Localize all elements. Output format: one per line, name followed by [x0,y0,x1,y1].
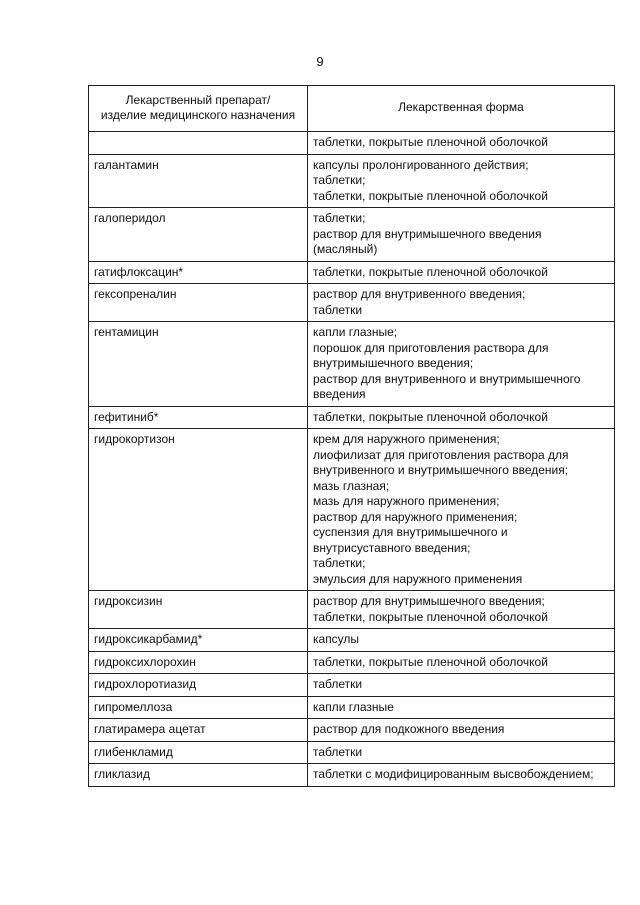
column-header-line: Лекарственная форма [398,100,524,115]
dosage-form-line: мазь для наружного применения; [313,494,500,508]
dosage-form-line: (масляный) [313,242,378,256]
drug-name: глибенкламид [94,744,173,759]
dosage-form-line: таблетки, покрытые пленочной оболочкой [313,654,548,669]
table-row [89,674,615,697]
dosage-form-cell [308,322,615,407]
column-header-form [308,86,615,132]
dosage-form-line: капсулы пролонгированного действия; [313,157,529,172]
drug-name: глатирамера ацетат [94,722,206,736]
dosage-form-line: таблетки [313,677,363,691]
drug-name-cell [89,429,308,591]
dosage-form-line: таблетки, покрытые пленочной оболочкой [313,264,548,279]
dosage-form-cell [308,629,615,652]
dosage-form-line: таблетки; [313,556,366,570]
dosage-form-line: крем для наружного применения; [313,432,500,446]
drug-name: галоперидол [94,211,166,225]
table-header-row [89,86,615,132]
drug-name-cell [89,132,308,155]
drug-name-cell [89,261,308,284]
drug-name: гидроксикарбамид* [94,632,203,646]
dosage-form-cell [308,651,615,674]
drug-name: гефитиниб* [94,409,159,424]
dosage-form-cell [308,696,615,719]
dosage-form-line: суспензия для внутримышечного и [313,525,508,539]
column-header-line: Лекарственный препарат/ [125,92,271,107]
dosage-form-cell [308,591,615,629]
table-row [89,741,615,764]
dosage-form-cell [308,719,615,742]
drug-name-cell [89,154,308,208]
dosage-form-line: лиофилизат для приготовления раствора для [313,447,569,462]
drug-name-cell [89,674,308,697]
dosage-form-line: раствор для подкожного введения [313,722,505,736]
drug-name: гидрохлоротиазид [94,677,197,691]
dosage-form-cell [308,741,615,764]
drug-name-cell [89,719,308,742]
drug-name: гидроксихлорохин [94,654,196,669]
drug-name: гликлазид [94,767,150,781]
dosage-form-line: раствор для внутримышечного введения [313,226,542,241]
dosage-form-cell [308,406,615,429]
table-row [89,132,615,155]
table-row [89,322,615,407]
dosage-form-cell [308,208,615,262]
dosage-form-cell [308,154,615,208]
dosage-form-line: капсулы [313,632,360,646]
dosage-form-line: раствор для внутривенного и внутримышечного [313,371,581,386]
dosage-form-line: таблетки, покрытые пленочной оболочкой [313,409,548,424]
dosage-form-line: таблетки с модифицированным высвобождением; [313,767,594,781]
dosage-form-line: раствор для наружного применения; [313,509,518,524]
dosage-form-line: таблетки, покрытые пленочной оболочкой [313,188,548,203]
column-header-line: изделие медицинского назначения [100,108,296,122]
table-row [89,429,615,591]
dosage-form-line: внутрисуставного введения; [313,540,471,555]
dosage-form-line: таблетки [313,302,363,317]
table-row [89,154,615,208]
column-header-drug [89,86,308,132]
drug-name: гентамицин [94,325,159,339]
table-row [89,591,615,629]
dosage-form-line: раствор для внутримышечного введения; [313,594,545,608]
table-row [89,629,615,652]
drug-name-cell [89,696,308,719]
dosage-form-line: таблетки; [313,173,366,187]
dosage-form-cell [308,674,615,697]
drug-name-cell [89,629,308,652]
drug-name: гатифлоксацин* [94,264,184,279]
table-row [89,719,615,742]
dosage-form-line: капли глазные [313,699,394,714]
drug-name: гексопреналин [94,287,177,301]
drug-name-cell [89,591,308,629]
dosage-form-line: введения [313,387,366,401]
table-row [89,406,615,429]
drug-name-cell [89,322,308,407]
dosage-form-line: капли глазные; [313,325,398,339]
drug-name: гипромеллоза [94,699,173,714]
dosage-form-line: таблетки, покрытые пленочной оболочкой [313,609,548,624]
table-row [89,651,615,674]
dosage-form-cell [308,429,615,591]
dosage-form-line: внутривенного и внутримышечного введения; [313,463,569,477]
dosage-form-line: таблетки, покрытые пленочной оболочкой [313,135,548,149]
dosage-form-line: порошок для приготовления раствора для [313,340,549,355]
dosage-form-line: раствор для внутривенного введения; [313,287,526,301]
table-row [89,261,615,284]
table-row [89,764,615,787]
dosage-form-cell [308,284,615,322]
dosage-form-cell [308,261,615,284]
drug-name-cell [89,208,308,262]
page-number: 9 [316,54,324,69]
drug-name: галантамин [94,157,159,172]
dosage-form-line: мазь глазная; [313,478,390,493]
drug-name-cell [89,651,308,674]
dosage-form-line: эмульсия для наружного применения [313,571,523,586]
table-body [89,132,615,787]
drug-name-cell [89,406,308,429]
dosage-form-line: таблетки; [313,211,366,225]
drug-name-cell [89,741,308,764]
drug-table [88,85,615,787]
dosage-form-cell [308,132,615,155]
dosage-form-line: внутримышечного введения; [313,356,474,370]
dosage-form-line: таблетки [313,744,363,759]
drug-name-cell [89,284,308,322]
drug-name: гидрокортизон [94,432,175,446]
table-row [89,696,615,719]
table-row [89,284,615,322]
dosage-form-cell [308,764,615,787]
table-row [89,208,615,262]
drug-name: гидроксизин [94,594,163,608]
drug-name-cell [89,764,308,787]
